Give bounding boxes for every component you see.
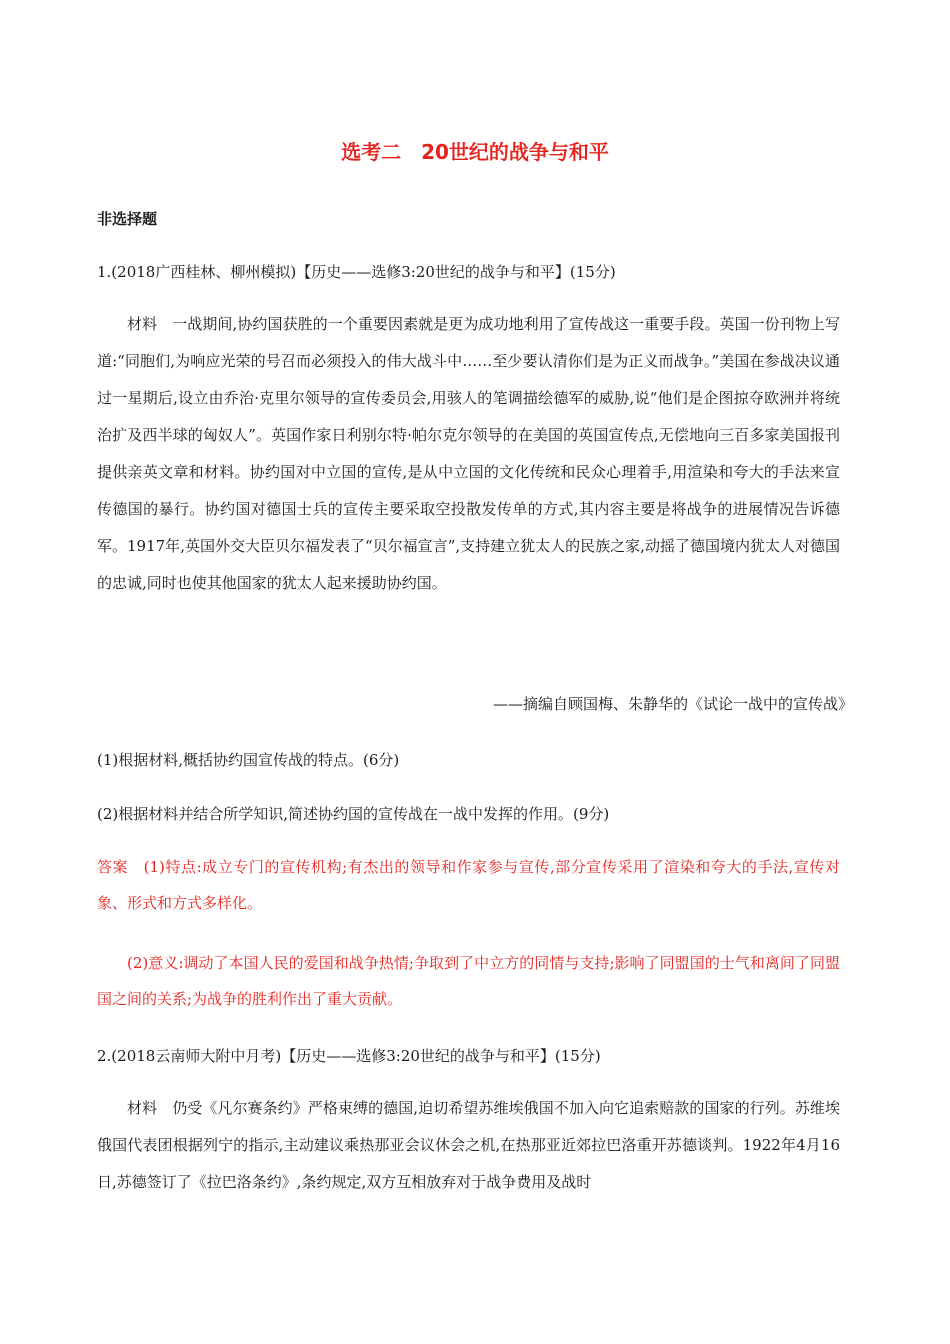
question-1-answer-2: (2)意义:调动了本国人民的爱国和战争热情;争取到了中立方的同情与支持;影响了同盟国的士气和离间了同盟国之间的关系;为战争的胜利作出了重大贡献。 [97,954,840,1008]
question-1-header: 1.(2018广西桂林、柳州模拟)【历史——选修3:20世纪的战争与和平】(15分) [97,263,616,281]
page-title: 选考二 20世纪的战争与和平 [341,140,609,164]
question-1-source: ——摘编自顾国梅、朱静华的《试论一战中的宣传战》 [492,695,853,713]
question-1-sub-1: (1)根据材料,概括协约国宣传战的特点。(6分) [97,751,400,769]
question-2-header: 2.(2018云南师大附中月考)【历史——选修3:20世纪的战争与和平】(15分) [97,1047,601,1065]
question-1-answer-1: 答案 (1)特点:成立专门的宣传机构;有杰出的领导和作家参与宣传,部分宣传采用了渲染和夸大的手法,宣传对象、形式和方式多样化。 [97,858,840,912]
question-1-material: 材料 一战期间,协约国获胜的一个重要因素就是更为成功地利用了宣传战这一重要手段。英国一份刊物上写道:“同胞们,为响应光荣的号召而必须投入的伟大战斗中……至少要认清你们是为正义而战争。”美国在参战决议通过一星期后,设立由乔治·克里尔领导的宣传委员会,用骇人的笔调描绘德军的威胁,说“他们是企图掠夺欧洲并将统治扩及西半球的匈奴人”。英国作家日利别尔特·帕尔克尔领导的在美国的英国宣传点,无偿地向三百多家美国报刊提供亲英文章和材料。协约国对中立国的宣传,是从中立国的文化传统和民众心理着手,用渲染和夸大的手法来宣传德国的暴行。协约国对德国士兵的宣传主要采取空投散发传单的方式,其内容主要是将战争的进展情况告诉德军。1917年,英国外交大臣贝尔福发表了“贝尔福宣言”,支持建立犹太人的民族之家,动摇了德国境内犹太人对德国的忠诚,同时也使其他国家的犹太人起来援助协约国。 [97,315,840,592]
question-1-sub-2: (2)根据材料并结合所学知识,简述协约国的宣传战在一战中发挥的作用。(9分) [97,805,610,823]
question-2-material: 材料 仍受《凡尔赛条约》严格束缚的德国,迫切希望苏维埃俄国不加入向它追索赔款的国家的行列。苏维埃俄国代表团根据列宁的指示,主动建议乘热那亚会议休会之机,在热那亚近郊拉巴洛重开苏德谈判。1922年4月16日,苏德签订了《拉巴洛条约》,条约规定,双方互相放弃对于战争费用及战时 [97,1099,840,1191]
section-heading: 非选择题 [97,210,158,228]
